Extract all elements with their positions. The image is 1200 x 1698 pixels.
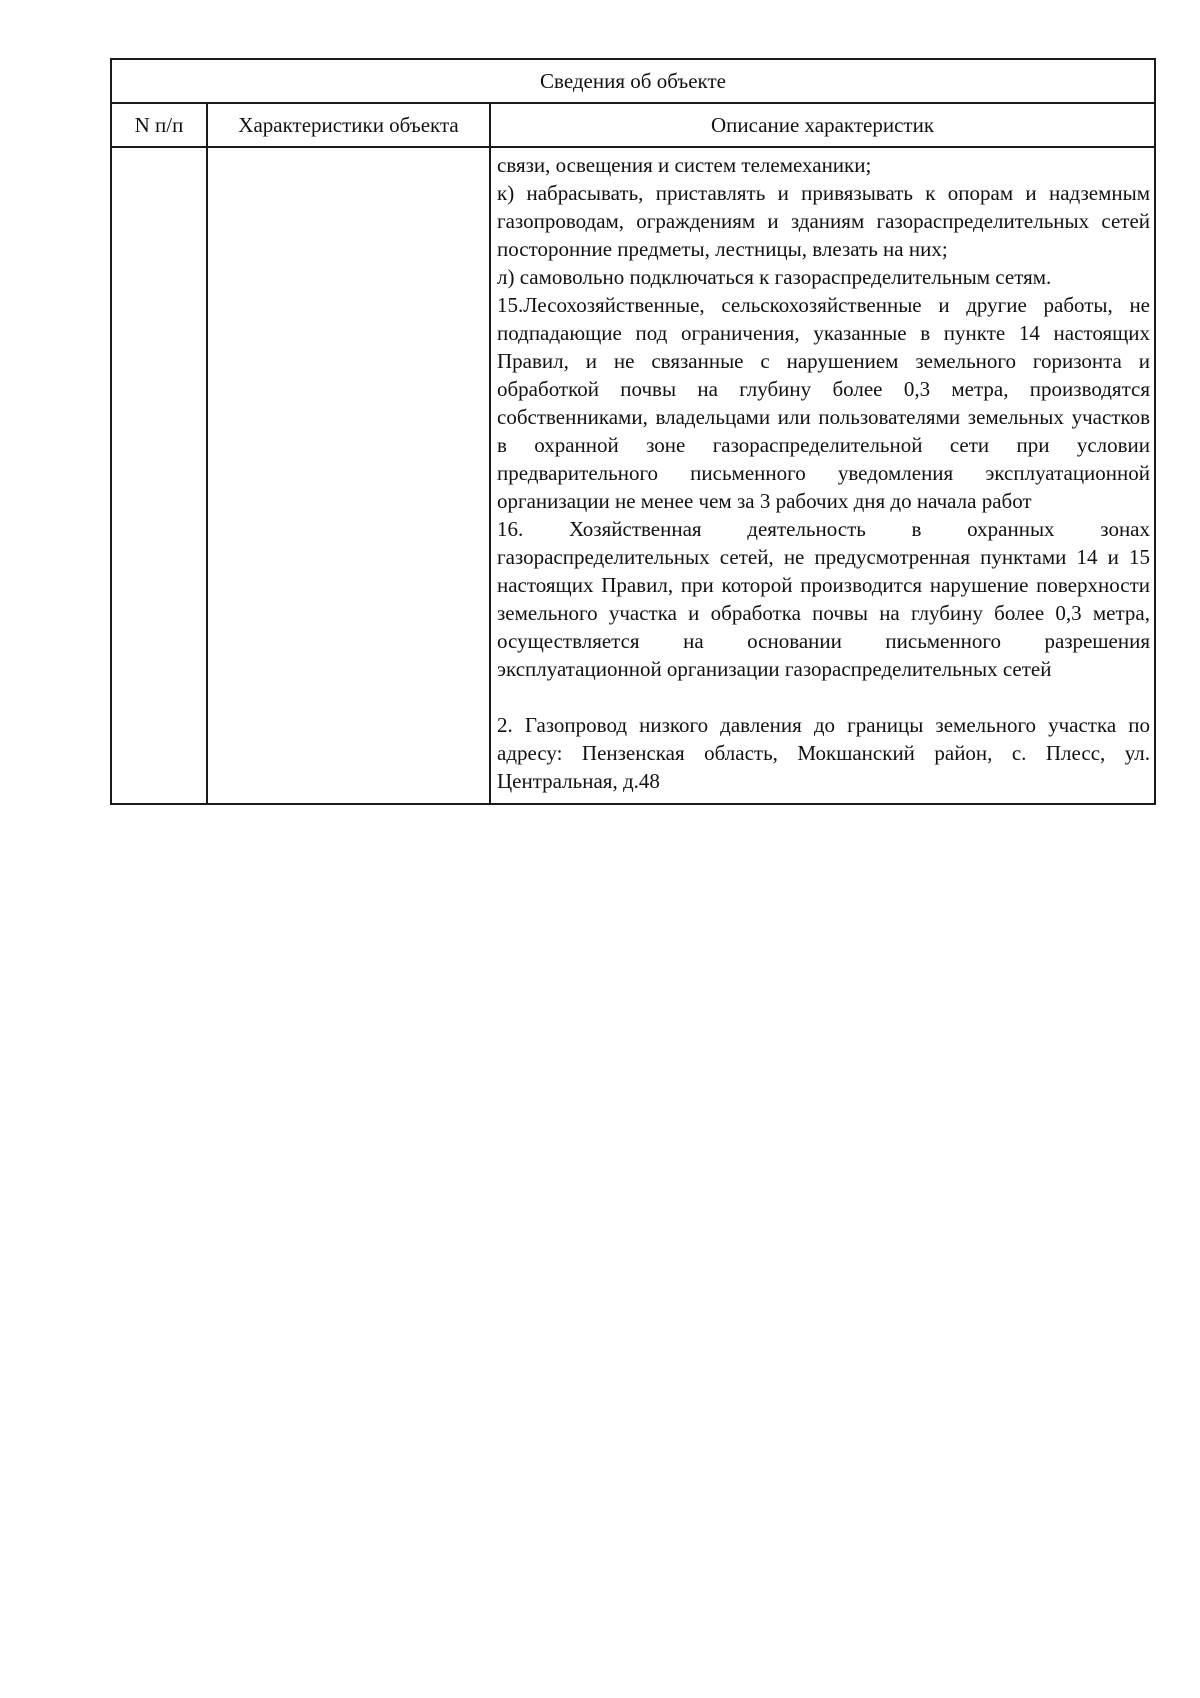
description-paragraph: связи, освещения и систем телемеханики; bbox=[497, 153, 872, 177]
table-title-row bbox=[111, 59, 1155, 103]
description-paragraph: л) самовольно подключаться к газораспределительным сетям. bbox=[497, 265, 1052, 289]
table-header-row bbox=[111, 103, 1155, 147]
description-paragraph: к) набрасывать, приставлять и привязывать к опорам и надземным газопроводам, ограждениям и зданиям газораспределительных сетей посторонние предметы, лестницы, влезать на них; bbox=[497, 181, 1151, 261]
description-paragraph: 15.Лесохозяйственные, сельскохозяйственные и другие работы, не подпадающие под ограничения, указанные в пункте 14 настоящих Правил, и не связанные с нарушением земельного горизонта и обработкой почвы на глубину более 0,3 метра, производятся собственниками, владельцами или пользователями земельных участков в охранной зоне газораспределительной сети при условии предварительного письменного уведомления эксплуатационной организации не менее чем за 3 рабочих дня до начала работ bbox=[497, 293, 1151, 513]
row-number-cell bbox=[111, 147, 207, 804]
header-number: N п/п bbox=[111, 103, 207, 147]
row-description-cell bbox=[490, 147, 1155, 804]
description-paragraph: 2. Газопровод низкого давления до границы земельного участка по адресу: Пензенская область, Мокшанский район, с. Плесс, ул. Центральная, д.48 bbox=[497, 713, 1151, 793]
header-characteristic: Характеристики объекта bbox=[207, 103, 490, 147]
row-characteristic-cell bbox=[207, 147, 490, 804]
header-description: Описание характеристик bbox=[490, 103, 1155, 147]
description-paragraph: 16. Хозяйственная деятельность в охранных зонах газораспределительных сетей, не предусмотренная пунктами 14 и 15 настоящих Правил, при которой производится нарушение поверхности земельного участка и обработка почвы на глубину более 0,3 метра, осуществляется на основании письменного разрешения эксплуатационной организации газораспределительных сетей bbox=[497, 517, 1151, 681]
table-title: Сведения об объекте bbox=[111, 59, 1155, 103]
object-info-table bbox=[110, 58, 1156, 805]
table-row bbox=[111, 147, 1155, 804]
